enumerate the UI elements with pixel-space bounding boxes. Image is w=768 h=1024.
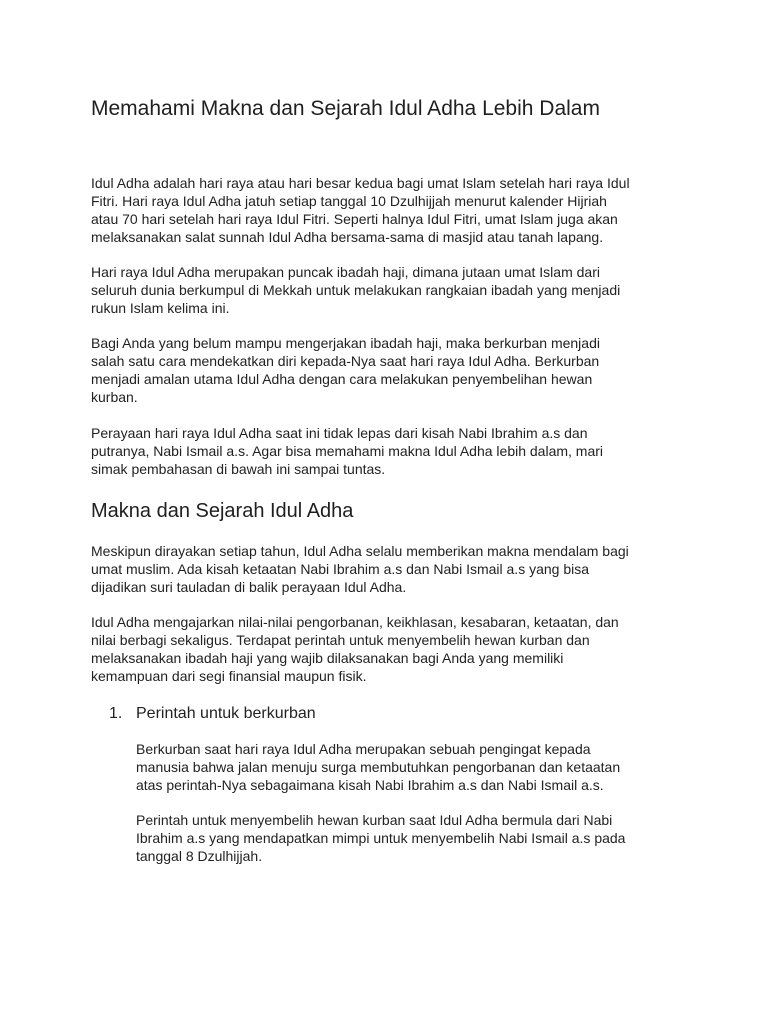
text-line: Idul Adha adalah hari raya atau hari besar kedua bagi umat Islam setelah hari raya Idul	[91, 175, 630, 191]
text-line: Berkurban saat hari raya Idul Adha merupakan sebuah pengingat kepada	[136, 741, 591, 757]
text-line: umat muslim. Ada kisah ketaatan Nabi Ibrahim a.s dan Nabi Ismail a.s yang bisa	[91, 561, 590, 577]
text-line: menjadi amalan utama Idul Adha dengan cara melakukan penyembelihan hewan	[91, 371, 593, 387]
text-line: salah satu cara mendekatkan diri kepada-Nya saat hari raya Idul Adha. Berkurban	[91, 353, 600, 369]
text-line: Perintah untuk menyembelih hewan kurban saat Idul Adha bermula dari Nabi	[136, 812, 613, 828]
section-paragraph-1	[91, 542, 691, 596]
numbered-list-item	[109, 704, 316, 724]
text-line: dijadikan suri tauladan di balik perayaan Idul Adha.	[91, 579, 407, 595]
intro-paragraph-3	[91, 334, 691, 406]
text-line: Perayaan hari raya Idul Adha saat ini tidak lepas dari kisah Nabi Ibrahim a.s dan	[91, 425, 588, 441]
section-paragraph-2	[91, 613, 691, 685]
intro-paragraph-4	[91, 424, 691, 478]
text-line: melaksanakan salat sunnah Idul Adha bersama-sama di masjid atau tanah lapang.	[91, 229, 604, 245]
text-line: tanggal 8 Dzulhijjah.	[136, 848, 263, 864]
text-line: Hari raya Idul Adha merupakan puncak ibadah haji, dimana jutaan umat Islam dari	[91, 264, 600, 280]
list-paragraph-2	[136, 811, 696, 865]
text-line: Fitri. Hari raya Idul Adha jatuh setiap tanggal 10 Dzulhijjah menurut kalender Hijriah	[91, 193, 607, 209]
text-line: simak pembahasan di bawah ini sampai tuntas.	[91, 461, 386, 477]
intro-paragraph-1	[91, 174, 691, 246]
list-number: 1.	[109, 705, 123, 722]
text-line: manusia bahwa jalan menuju surga membutuhkan pengorbanan dan ketaatan	[136, 759, 621, 775]
text-line: melaksanakan ibadah haji yang wajib dilaksanakan bagi Anda yang memiliki	[91, 650, 564, 666]
section-heading: Makna dan Sejarah Idul Adha	[91, 500, 354, 522]
list-paragraph-1	[136, 740, 696, 794]
document-title: Memahami Makna dan Sejarah Idul Adha Lebih Dalam	[91, 97, 600, 120]
text-line: kurban.	[91, 389, 138, 405]
text-line: atas perintah-Nya sebagaimana kisah Nabi Ibrahim a.s dan Nabi Ismail a.s.	[136, 777, 604, 793]
text-line: Ibrahim a.s yang mendapatkan mimpi untuk menyembelih Nabi Ismail a.s pada	[136, 830, 626, 846]
text-line: Idul Adha mengajarkan nilai-nilai pengorbanan, keikhlasan, kesabaran, ketaatan, dan	[91, 614, 619, 630]
text-line: kemampuan dari segi finansial maupun fisik.	[91, 668, 367, 684]
text-line: atau 70 hari setelah hari raya Idul Fitri. Seperti halnya Idul Fitri, umat Islam juga akan	[91, 211, 618, 227]
text-line: Bagi Anda yang belum mampu mengerjakan ibadah haji, maka berkurban menjadi	[91, 335, 600, 351]
list-item-label: Perintah untuk berkurban	[136, 705, 316, 722]
intro-paragraph-2	[91, 263, 691, 317]
text-line: seluruh dunia berkumpul di Mekkah untuk melakukan rangkaian ibadah yang menjadi	[91, 282, 621, 298]
text-line: Meskipun dirayakan setiap tahun, Idul Adha selalu memberikan makna mendalam bagi	[91, 543, 629, 559]
text-line: nilai berbagi sekaligus. Terdapat perintah untuk menyembelih hewan kurban dan	[91, 632, 590, 648]
text-line: rukun Islam kelima ini.	[91, 300, 230, 316]
text-line: putranya, Nabi Ismail a.s. Agar bisa memahami makna Idul Adha lebih dalam, mari	[91, 443, 604, 459]
